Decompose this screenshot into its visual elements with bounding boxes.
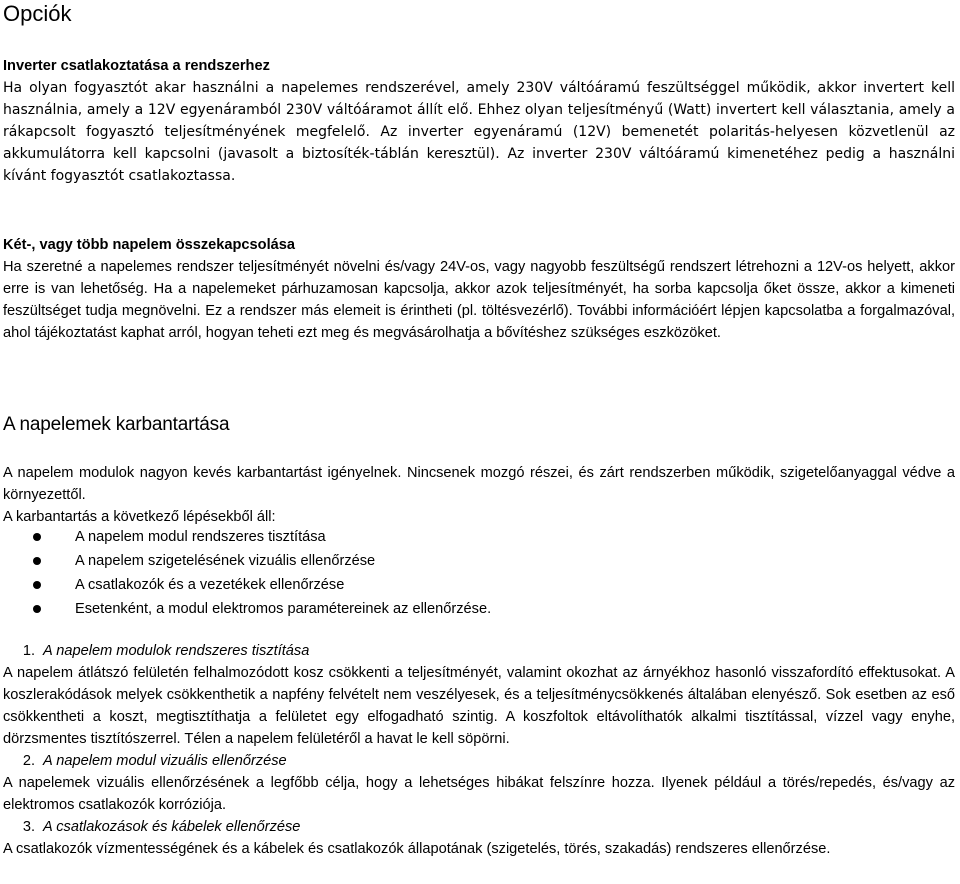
- bullet-icon: [33, 533, 41, 541]
- maintenance-steps-intro: A karbantartás a következő lépésekből áll:: [3, 509, 276, 525]
- list-item: A napelem szigetelésének vizuális ellenőrzése: [3, 549, 491, 573]
- bullet-icon: [33, 605, 41, 613]
- section-1-heading: 1. A napelem modulok rendszeres tisztítása: [22, 643, 310, 659]
- page-title: Opciók: [3, 1, 72, 26]
- bullet-icon: [33, 557, 41, 565]
- maintenance-heading: A napelemek karbantartása: [3, 414, 230, 435]
- list-item: A napelem modul rendszeres tisztítása: [3, 525, 491, 549]
- maintenance-bullet-list: [3, 525, 491, 621]
- section-2-heading: 2. A napelem modul vizuális ellenőrzése: [22, 753, 287, 769]
- maintenance-sections: [3, 640, 955, 860]
- inverter-text: Ha olyan fogyasztót akar használni a napelemes rendszerével, amely 230V váltóáramú feszültséggel működik, akkor invertert kell használnia, amely a 12V egyenáramból 230V váltóáramot állít elő. Ehhez olyan teljesítményű (Watt) invertert kell választania, amely a rákapcsolt fogyasztó teljesítményének megfelelő. Az inverter egyenáramú (12V) bemenetét polaritás-helyesen közvetlenül az akkumulátorra kell kapcsolni (javasolt a biztosíték-táblán keresztül). Az inverter 230V váltóáramú kimenetéhez pedig a használni kívánt fogyasztót csatlakoztassa.: [3, 80, 955, 184]
- inverter-heading: Inverter csatlakoztatása a rendszerhez: [3, 58, 270, 74]
- maintenance-intro: A napelem modulok nagyon kevés karbantartást igényelnek. Nincsenek mozgó részei, és zárt rendszerben működik, szigetelőanyaggal védve a környezettől.: [3, 465, 955, 503]
- list-item: A csatlakozók és a vezetékek ellenőrzése: [3, 573, 491, 597]
- list-item: Esetenként, a modul elektromos paramétereinek az ellenőrzése.: [3, 597, 491, 621]
- panels-text: Ha szeretné a napelemes rendszer teljesítményét növelni és/vagy 24V-os, vagy nagyobb feszültségű rendszert létrehozni a 12V-os helyett, akkor erre is van lehetőség. Ha a napelemeket párhuzamosan kapcsolja, akkor azok teljesítményét, ha sorba kapcsolja őket össze, akkor a kimeneti feszültséget tudja megnövelni. Ez a rendszer más elemeit is érintheti (pl. töltésvezérlő). További információért lépjen kapcsolatba a forgalmazóval, ahol tájékoztatást kaphat arról, hogyan teheti ezt meg és megvásárolhatja a bővítéshez szükséges eszközöket.: [3, 259, 955, 341]
- panels-heading: Két-, vagy több napelem összekapcsolása: [3, 237, 295, 253]
- section-3-heading: 3. A csatlakozások és kábelek ellenőrzése: [22, 819, 301, 835]
- panels-section: [3, 234, 955, 344]
- section-2-text: A napelemek vizuális ellenőrzésének a legfőbb célja, hogy a lehetséges hibákat felszínre hozza. Ilyenek például a törés/repedés, és/vagy az elektromos csatlakozók korróziója.: [3, 775, 955, 813]
- inverter-section: [3, 55, 955, 187]
- maintenance-intro-block: [3, 462, 955, 528]
- section-1-text: A napelem átlátszó felületén felhalmozódott kosz csökkenti a teljesítményét, valamint okozhat az árnyékhoz hasonló visszafordító effektusokat. A koszlerakódások melyek csökkenthetik a napfény felvételt nem veszélyesek, és a teljesítménycsökkenés általában elenyésző. Sok esetben az eső csökkentheti a koszt, megtisztíthatja a felületet egy elfogadható szintig. A koszfoltok eltávolíthatók alkalmi tisztítással, vízzel vagy enyhe, dörzsmentes tisztítószerrel. Télen a napelem felületéről a havat le kell söpörni.: [3, 665, 955, 747]
- section-3-text: A csatlakozók vízmentességének és a kábelek és csatlakozók állapotának (szigetelés, törés, szakadás) rendszeres ellenőrzése.: [3, 841, 831, 857]
- bullet-icon: [33, 581, 41, 589]
